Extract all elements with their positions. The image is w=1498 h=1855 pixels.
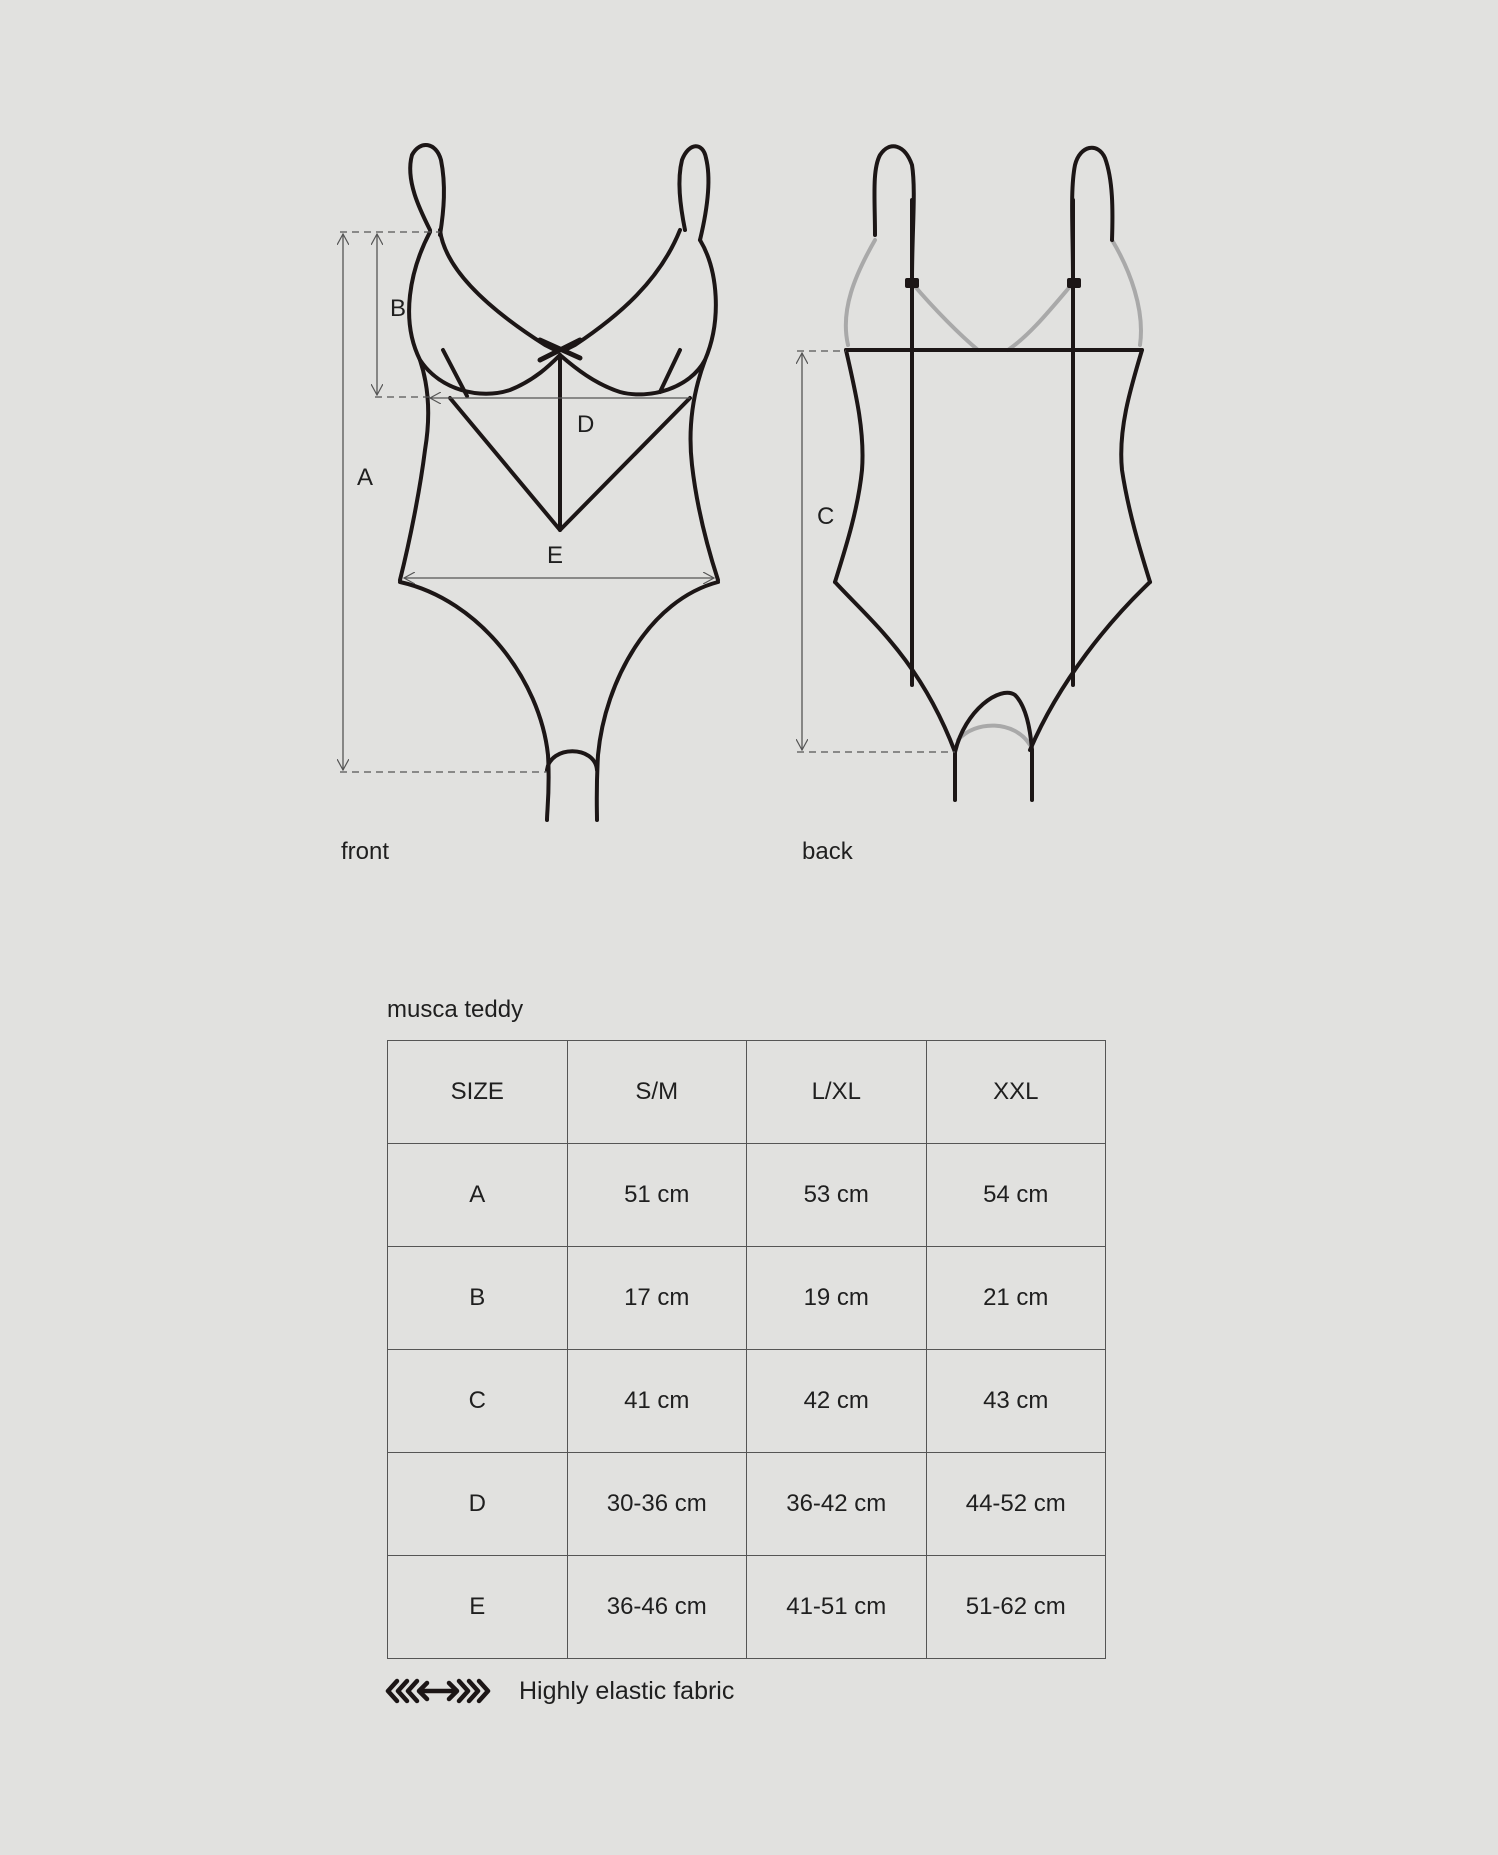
table-cell: 54 cm [926, 1144, 1106, 1247]
table-cell: 19 cm [747, 1247, 927, 1350]
table-header-cell: L/XL [747, 1041, 927, 1144]
table-cell: 51 cm [567, 1144, 747, 1247]
back-garment [835, 146, 1150, 800]
table-cell: 44-52 cm [926, 1453, 1106, 1556]
table-cell: 21 cm [926, 1247, 1106, 1350]
back-garment-gray [846, 240, 1141, 745]
elastic-note [385, 1676, 734, 1706]
back-strap-sliders [905, 278, 1081, 288]
table-row [388, 1144, 1106, 1247]
table-cell: 36-46 cm [567, 1556, 747, 1659]
back-caption: back [802, 838, 853, 865]
table-cell: 42 cm [747, 1350, 927, 1453]
table-cell: C [388, 1350, 568, 1453]
table-cell: E [388, 1556, 568, 1659]
table-header-cell: S/M [567, 1041, 747, 1144]
label-d: D [577, 411, 595, 438]
table-cell: A [388, 1144, 568, 1247]
table-row [388, 1350, 1106, 1453]
table-cell: B [388, 1247, 568, 1350]
table-cell: 53 cm [747, 1144, 927, 1247]
back-measurements [797, 351, 955, 752]
table-cell: 30-36 cm [567, 1453, 747, 1556]
label-b: B [390, 295, 407, 322]
table-cell: 51-62 cm [926, 1556, 1106, 1659]
table-cell: 41 cm [567, 1350, 747, 1453]
front-caption: front [341, 838, 390, 865]
size-table-title: musca teddy [387, 996, 524, 1023]
table-cell: D [388, 1453, 568, 1556]
label-c: C [817, 503, 835, 530]
elastic-note-text: Highly elastic fabric [519, 1677, 735, 1705]
table-row [388, 1453, 1106, 1556]
table-cell: 41-51 cm [747, 1556, 927, 1659]
table-row [388, 1247, 1106, 1350]
label-a: A [357, 464, 374, 491]
size-table [387, 1040, 1106, 1659]
table-row [388, 1556, 1106, 1659]
table-header-cell: XXL [926, 1041, 1106, 1144]
table-header-cell: SIZE [388, 1041, 568, 1144]
table-cell: 17 cm [567, 1247, 747, 1350]
label-e: E [547, 542, 564, 569]
elastic-arrows-icon [385, 1678, 491, 1704]
table-cell: 36-42 cm [747, 1453, 927, 1556]
table-header-row [388, 1041, 1106, 1144]
front-garment [400, 145, 718, 820]
table-cell: 43 cm [926, 1350, 1106, 1453]
